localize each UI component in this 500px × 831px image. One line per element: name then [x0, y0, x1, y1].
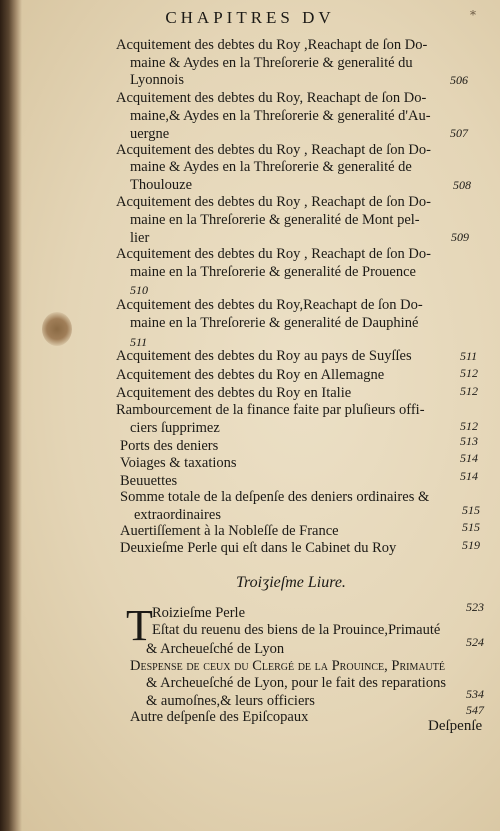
toc-page-number: 519: [462, 538, 480, 552]
toc-entry-line: maine en la Threſorerie & generalité de Prouence: [130, 264, 416, 280]
toc-page-number: 534: [466, 687, 484, 701]
toc-entry-line: Acquitement des debtes du Roy , Reachapt de ſon Do-: [116, 246, 431, 262]
toc-page-number: 523: [466, 600, 484, 614]
toc-page-number: 510: [130, 283, 148, 297]
toc-page-number: 512: [460, 384, 478, 398]
toc-entry-line: maine en la Threſorerie & generalité de Mont pel-: [130, 212, 420, 228]
toc-entry-line: Acquitement des debtes du Roy ,Reachapt de ſon Do-: [116, 37, 428, 53]
toc-page-number: 513: [460, 434, 478, 448]
toc-entry-line: Lyonnois: [130, 72, 184, 88]
toc-page-number: 511: [130, 335, 148, 349]
toc-entry-line: Acquitement des debtes du Roy au pays de Suyſſes: [116, 348, 412, 364]
toc-page-number: 512: [460, 419, 478, 433]
toc-entry-line: Acquitement des debtes du Roy en Italie: [116, 385, 352, 401]
toc-entry-line: maine,& Aydes en la Threſorerie & generalité d'Au-: [130, 108, 431, 124]
toc-page-number: 514: [460, 469, 478, 483]
toc-page-number: 512: [460, 366, 478, 380]
toc-page-number: 547: [466, 703, 484, 717]
toc-entry-line: extraordinaires: [134, 507, 221, 523]
toc-page-number: 524: [466, 635, 484, 649]
toc-entry-line: Autre deſpenſe des Epiſcopaux: [130, 709, 309, 725]
toc-entry-line: ciers ſupprimez: [130, 420, 220, 436]
toc-entry-line: Acquitement des debtes du Roy,Reachapt de ſon Do-: [116, 297, 423, 313]
toc-entry-line: maine en la Threſorerie & generalité de Dauphiné: [130, 315, 419, 331]
toc-entry-line: Roizieſme Perle: [152, 605, 246, 621]
toc-entry-line: maine & Aydes en la Threſorerie & generalité du: [130, 55, 413, 71]
toc-entry-line: maine & Aydes en la Threſorerie & generalité de: [130, 159, 412, 175]
toc-page-number: 509: [451, 230, 469, 244]
toc-entry-line: Ports des deniers: [120, 438, 219, 454]
toc-page-number: 515: [462, 503, 480, 517]
toc-page-number: 506: [450, 73, 468, 87]
toc-page-number: 508: [453, 178, 471, 192]
toc-entry-line: Acquitement des debtes du Roy, Reachapt de ſon Do-: [116, 90, 427, 106]
drop-cap: T: [126, 601, 153, 650]
toc-entry-line: lier: [130, 230, 150, 246]
toc-entry-line: Auertiſſement à la Nobleſſe de France: [120, 523, 339, 539]
toc-entry-line: Eſtat du reuenu des biens de la Prouince,Primauté: [152, 622, 441, 638]
toc-entry-line: Deuxieſme Perle qui eſt dans le Cabinet du Roy: [120, 540, 397, 556]
toc-entry-line: Thoulouze: [130, 177, 193, 193]
toc-entry-line: uergne: [130, 126, 170, 142]
section-title: Troiʒieſme Liure.: [236, 574, 346, 591]
toc-entry-line: & Archeueſché de Lyon, pour le fait des reparations: [146, 675, 446, 691]
toc-page-number: 514: [460, 451, 478, 465]
catchword: Deſpenſe: [428, 718, 483, 734]
toc-entry-line: Acquitement des debtes du Roy en Allemagne: [116, 367, 385, 383]
toc-entry-line: & aumoſnes,& leurs officiers: [146, 693, 315, 709]
toc-entry-line: Somme totale de la deſpenſe des deniers ordinaires &: [120, 489, 430, 505]
toc-entry-line: Acquitement des debtes du Roy , Reachapt de ſon Do-: [116, 142, 431, 158]
header-ornament: *: [470, 8, 476, 22]
toc-page-number: 507: [450, 126, 468, 140]
toc-entry-line: Acquitement des debtes du Roy , Reachapt de ſon Do-: [116, 194, 431, 210]
toc-page-number: 511: [460, 349, 478, 363]
running-header: CHAPITRES DV: [165, 8, 335, 27]
toc-entry-line: Rambourcement de la finance faite par pluſieurs offi-: [116, 402, 425, 418]
toc-page-number: 515: [462, 520, 480, 534]
toc-entry-line: Beuuettes: [120, 473, 178, 489]
toc-entry-line: Voiages & taxations: [120, 455, 237, 471]
toc-entry-line: Despense de ceux du Clergé de la Prouince, Primauté: [130, 658, 445, 674]
toc-entry-line: & Archeueſché de Lyon: [146, 641, 285, 657]
